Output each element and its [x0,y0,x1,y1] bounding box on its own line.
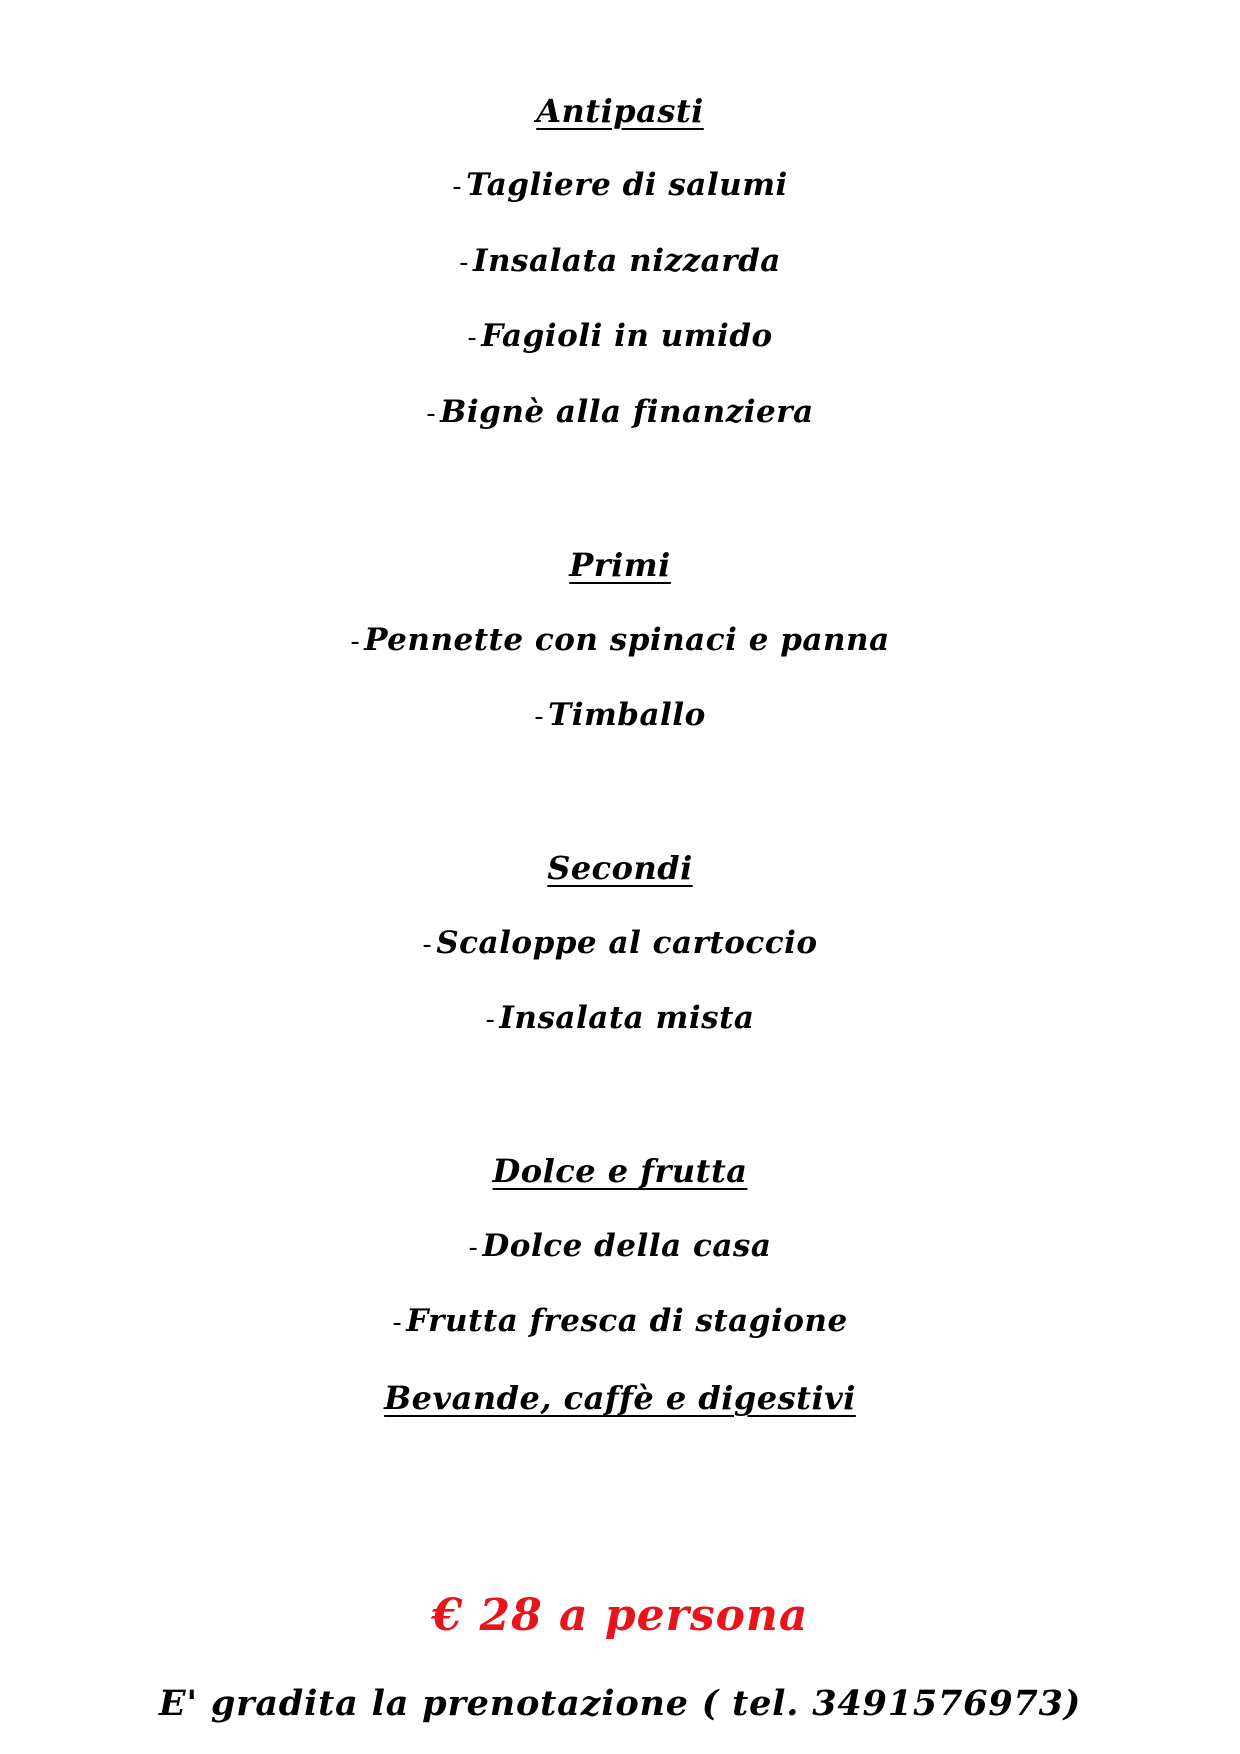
item-dash: - [459,248,470,278]
price-per-person: € 28 a persona [431,1590,809,1641]
menu-item-label: Timballo [548,697,706,733]
item-dash: - [534,702,545,732]
menu-item [0,697,1240,733]
item-dash: - [426,399,437,429]
menu-item-label: Scaloppe al cartoccio [436,925,818,961]
menu-item-label: Insalata nizzarda [473,243,781,279]
menu-item [0,622,1240,658]
menu-item [0,1303,1240,1339]
item-dash: - [485,1005,496,1035]
booking-note: E' gradita la prenotazione ( tel. 3491576973) [158,1683,1082,1724]
menu-item [0,1000,1240,1036]
menu-item-label: Tagliere di salumi [466,167,788,203]
menu-item-label: Pennette con spinaci e panna [364,622,890,658]
item-dash: - [468,1233,479,1263]
menu-item [0,318,1240,354]
section-heading-antipasti: Antipasti [536,92,704,130]
menu-item [0,1228,1240,1264]
item-dash: - [350,627,361,657]
menu-item-label: Insalata mista [499,1000,755,1036]
section-heading-primi: Primi [569,546,671,584]
menu-item-label: Frutta fresca di stagione [406,1303,848,1339]
item-dash: - [452,172,463,202]
item-dash: - [422,930,433,960]
menu-item [0,243,1240,279]
menu-item [0,925,1240,961]
section-heading-dolce-e-frutta: Dolce e frutta [492,1152,748,1190]
drinks-note: Bevande, caffè e digestivi [384,1379,856,1417]
menu-item-label: Bignè alla finanziera [440,394,814,430]
menu-item-label: Dolce della casa [482,1228,772,1264]
menu-item [0,167,1240,203]
item-dash: - [467,323,478,353]
menu-item-label: Fagioli in umido [481,318,773,354]
item-dash: - [392,1308,403,1338]
menu-item [0,394,1240,430]
section-heading-secondi: Secondi [547,849,693,887]
